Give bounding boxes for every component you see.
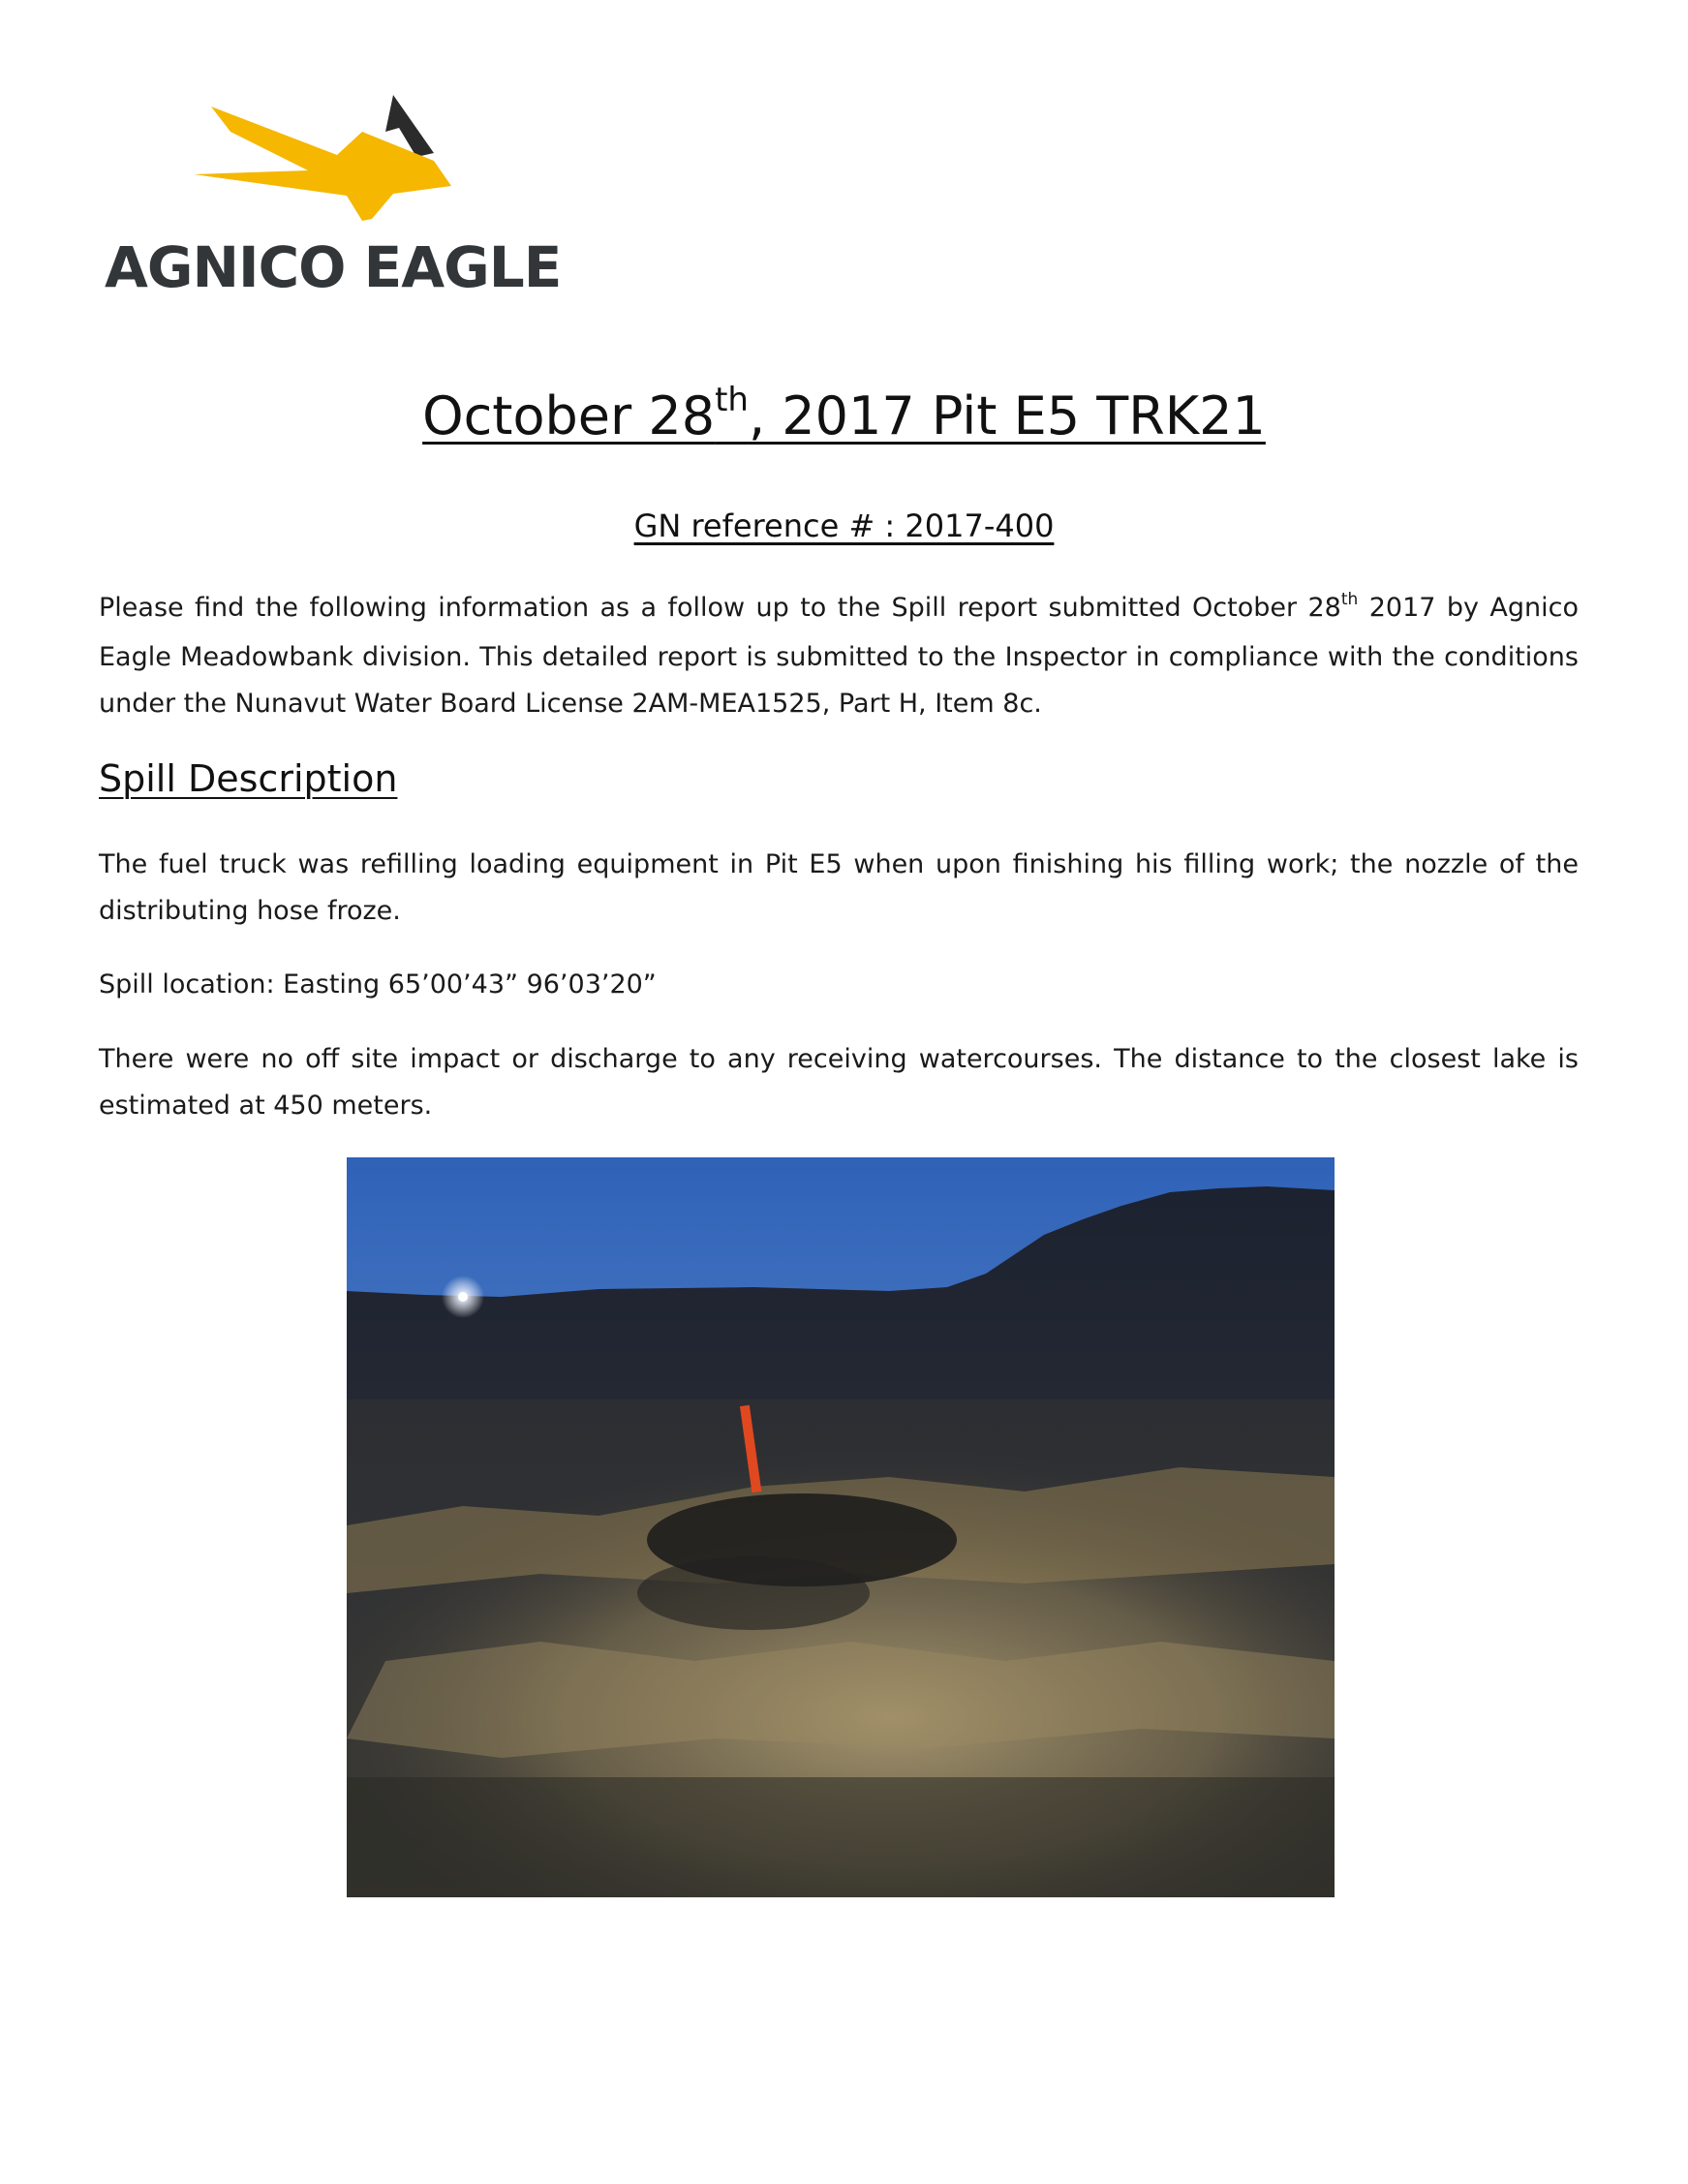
eagle-logo-icon [192, 93, 492, 229]
title-suffix: , 2017 Pit E5 TRK21 [748, 385, 1266, 446]
intro-superscript: th [1340, 590, 1359, 609]
intro-part2: 2017 by Agnico Eagle Meadowbank division. This detailed report is submitted to the Inspector in compliance with the conditions under the Nunavut Water Board License 2AM-MEA1525, Part H, Item 8c. [99, 593, 1579, 719]
logo-wordmark: AGNICO EAGLE [105, 234, 562, 300]
intro-paragraph [99, 585, 1579, 727]
gn-reference [0, 508, 1688, 544]
spill-location-paragraph: Spill location: Easting 65’00’43” 96’03’20” [99, 969, 657, 1000]
spill-description-paragraph: The fuel truck was refilling loading equipment in Pit E5 when upon finishing his filling work; the nozzle of the distributing hose froze. [99, 849, 1579, 926]
title-prefix: October 28 [422, 385, 716, 446]
title-superscript: th [715, 381, 749, 419]
intro-part1: Please find the following information as a follow up to the Spill report submitted October 28 [99, 593, 1341, 623]
spill-site-photo [347, 1157, 1335, 1897]
spill-site-photo-image [347, 1157, 1335, 1897]
agnico-eagle-logo [105, 93, 562, 306]
gn-reference-text: GN reference # : 2017-400 [633, 508, 1055, 544]
section-heading-text: Spill Description [99, 757, 398, 800]
section-heading [99, 757, 397, 800]
page-title [0, 381, 1688, 446]
spill-impact-paragraph: There were no off site impact or discharge to any receiving watercourses. The distance to the closest lake is estimated at 450 meters. [99, 1044, 1579, 1121]
